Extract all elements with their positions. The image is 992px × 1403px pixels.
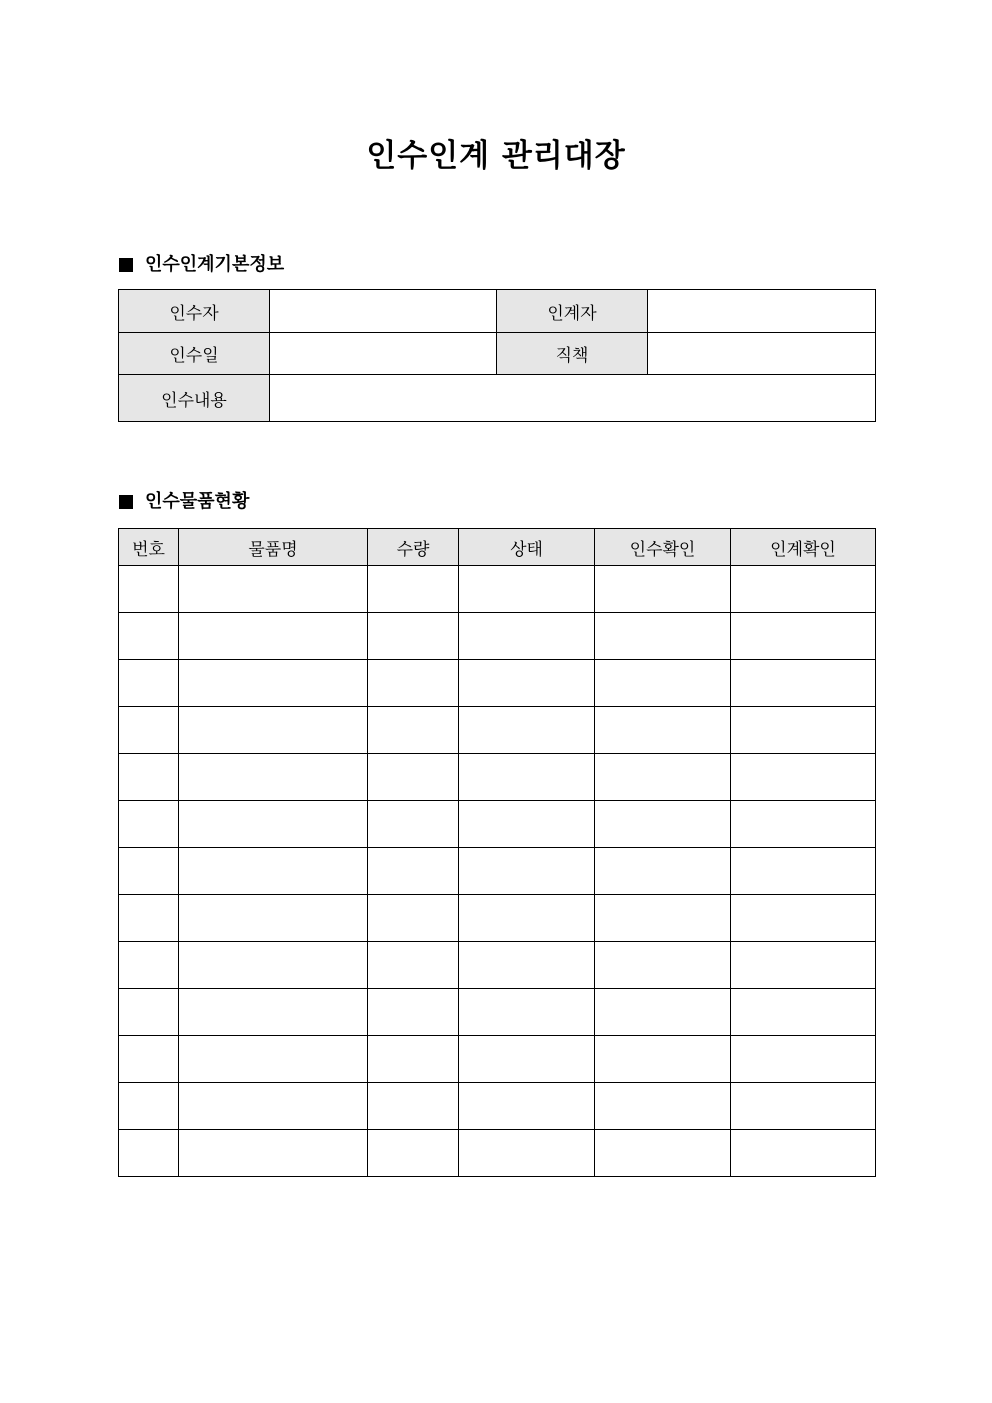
column-header-receive-confirm: 인수확인	[595, 529, 731, 566]
column-header-item-name: 물품명	[179, 529, 368, 566]
info-row	[119, 290, 876, 333]
items-table	[118, 528, 876, 1177]
condition-cell[interactable]	[459, 989, 595, 1036]
document-title: 인수인계 관리대장	[366, 138, 626, 174]
table-row	[119, 1083, 876, 1130]
quantity-cell[interactable]	[368, 566, 459, 613]
items-table-body	[119, 566, 876, 1177]
handover-confirm-cell[interactable]	[731, 801, 876, 848]
handover-confirm-cell[interactable]	[731, 848, 876, 895]
condition-cell[interactable]	[459, 660, 595, 707]
number-cell[interactable]	[119, 1083, 179, 1130]
section-heading-items-text: 인수물품현황	[145, 491, 250, 512]
receive-date-label: 인수일	[119, 333, 270, 375]
number-cell[interactable]	[119, 1036, 179, 1083]
item-name-cell[interactable]	[179, 754, 368, 801]
quantity-cell[interactable]	[368, 1130, 459, 1177]
table-row	[119, 707, 876, 754]
item-name-cell[interactable]	[179, 660, 368, 707]
number-cell[interactable]	[119, 942, 179, 989]
receiver-field[interactable]	[270, 290, 497, 333]
receive-confirm-cell[interactable]	[595, 660, 731, 707]
item-name-cell[interactable]	[179, 895, 368, 942]
item-name-cell[interactable]	[179, 707, 368, 754]
condition-cell[interactable]	[459, 1036, 595, 1083]
quantity-cell[interactable]	[368, 660, 459, 707]
condition-cell[interactable]	[459, 754, 595, 801]
column-header-number: 번호	[119, 529, 179, 566]
content-label: 인수내용	[119, 375, 270, 422]
item-name-cell[interactable]	[179, 1083, 368, 1130]
number-cell[interactable]	[119, 707, 179, 754]
receive-confirm-cell[interactable]	[595, 613, 731, 660]
handover-confirm-cell[interactable]	[731, 989, 876, 1036]
receive-confirm-cell[interactable]	[595, 1130, 731, 1177]
receive-confirm-cell[interactable]	[595, 1083, 731, 1130]
section-heading-basic-info	[119, 253, 284, 277]
handover-confirm-cell[interactable]	[731, 566, 876, 613]
receive-confirm-cell[interactable]	[595, 707, 731, 754]
quantity-cell[interactable]	[368, 895, 459, 942]
column-header-condition: 상태	[459, 529, 595, 566]
table-row	[119, 848, 876, 895]
position-label: 직책	[497, 333, 648, 375]
table-row	[119, 989, 876, 1036]
receive-confirm-cell[interactable]	[595, 848, 731, 895]
position-field[interactable]	[648, 333, 876, 375]
item-name-cell[interactable]	[179, 1036, 368, 1083]
item-name-cell[interactable]	[179, 989, 368, 1036]
table-row	[119, 801, 876, 848]
table-row	[119, 1130, 876, 1177]
number-cell[interactable]	[119, 848, 179, 895]
table-row	[119, 895, 876, 942]
quantity-cell[interactable]	[368, 1083, 459, 1130]
basic-info-table	[118, 289, 876, 422]
handover-confirm-cell[interactable]	[731, 707, 876, 754]
handover-field[interactable]	[648, 290, 876, 333]
content-field[interactable]	[270, 375, 876, 422]
table-row	[119, 942, 876, 989]
receive-confirm-cell[interactable]	[595, 801, 731, 848]
column-header-handover-confirm: 인계확인	[731, 529, 876, 566]
column-header-quantity: 수량	[368, 529, 459, 566]
quantity-cell[interactable]	[368, 801, 459, 848]
condition-cell[interactable]	[459, 613, 595, 660]
handover-confirm-cell[interactable]	[731, 1036, 876, 1083]
condition-cell[interactable]	[459, 942, 595, 989]
quantity-cell[interactable]	[368, 1036, 459, 1083]
number-cell[interactable]	[119, 801, 179, 848]
condition-cell[interactable]	[459, 895, 595, 942]
condition-cell[interactable]	[459, 801, 595, 848]
items-header-row	[119, 529, 876, 566]
number-cell[interactable]	[119, 1130, 179, 1177]
receive-confirm-cell[interactable]	[595, 942, 731, 989]
item-name-cell[interactable]	[179, 1130, 368, 1177]
receive-confirm-cell[interactable]	[595, 895, 731, 942]
handover-confirm-cell[interactable]	[731, 942, 876, 989]
receive-confirm-cell[interactable]	[595, 989, 731, 1036]
info-row	[119, 333, 876, 375]
handover-confirm-cell[interactable]	[731, 754, 876, 801]
receive-date-field[interactable]	[270, 333, 497, 375]
section-heading-basic-info-text: 인수인계기본정보	[145, 254, 285, 275]
square-bullet-icon	[119, 258, 133, 272]
receive-confirm-cell[interactable]	[595, 1036, 731, 1083]
item-name-cell[interactable]	[179, 848, 368, 895]
quantity-cell[interactable]	[368, 942, 459, 989]
square-bullet-icon	[119, 495, 133, 509]
table-row	[119, 566, 876, 613]
condition-cell[interactable]	[459, 1083, 595, 1130]
number-cell[interactable]	[119, 566, 179, 613]
handover-confirm-cell[interactable]	[731, 1083, 876, 1130]
quantity-cell[interactable]	[368, 707, 459, 754]
item-name-cell[interactable]	[179, 801, 368, 848]
quantity-cell[interactable]	[368, 613, 459, 660]
number-cell[interactable]	[119, 660, 179, 707]
number-cell[interactable]	[119, 613, 179, 660]
item-name-cell[interactable]	[179, 942, 368, 989]
condition-cell[interactable]	[459, 848, 595, 895]
table-row	[119, 613, 876, 660]
item-name-cell[interactable]	[179, 613, 368, 660]
quantity-cell[interactable]	[368, 848, 459, 895]
handover-confirm-cell[interactable]	[731, 660, 876, 707]
receiver-label: 인수자	[119, 290, 270, 333]
condition-cell[interactable]	[459, 566, 595, 613]
number-cell[interactable]	[119, 895, 179, 942]
handover-confirm-cell[interactable]	[731, 895, 876, 942]
number-cell[interactable]	[119, 754, 179, 801]
info-row	[119, 375, 876, 422]
number-cell[interactable]	[119, 989, 179, 1036]
condition-cell[interactable]	[459, 1130, 595, 1177]
quantity-cell[interactable]	[368, 754, 459, 801]
handover-label: 인계자	[497, 290, 648, 333]
table-row	[119, 1036, 876, 1083]
item-name-cell[interactable]	[179, 566, 368, 613]
handover-confirm-cell[interactable]	[731, 613, 876, 660]
handover-confirm-cell[interactable]	[731, 1130, 876, 1177]
condition-cell[interactable]	[459, 707, 595, 754]
receive-confirm-cell[interactable]	[595, 754, 731, 801]
receive-confirm-cell[interactable]	[595, 566, 731, 613]
quantity-cell[interactable]	[368, 989, 459, 1036]
table-row	[119, 660, 876, 707]
table-row	[119, 754, 876, 801]
section-heading-items	[119, 490, 249, 514]
